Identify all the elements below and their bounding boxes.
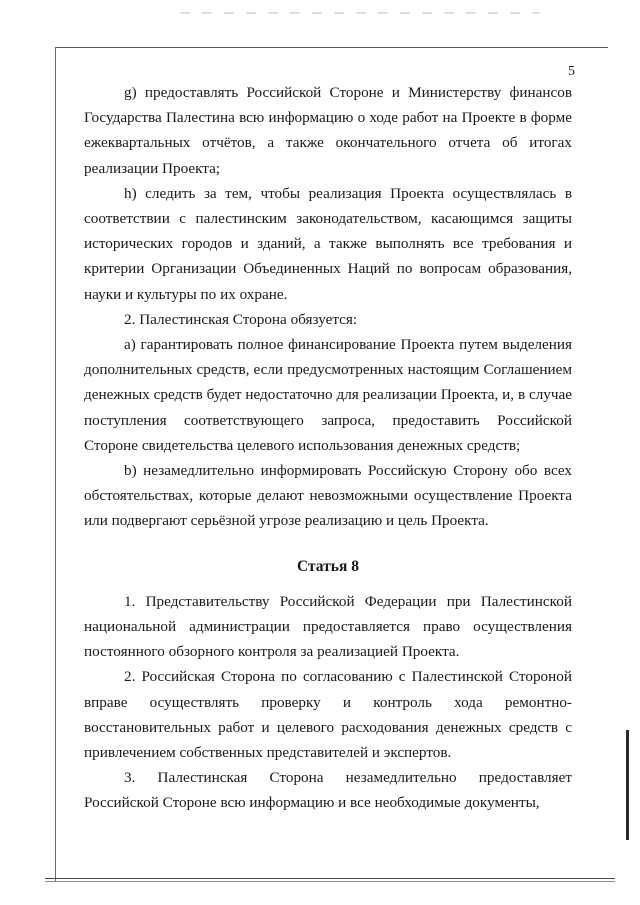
page-frame-bottom-line-secondary [45,881,615,882]
article-heading: Статья 8 [297,557,359,575]
article-paragraph-1: 1. Представительству Российской Федерации при Палестинской национальной администрации предоставляется право осуществления постоянного обзорного контроля за реализацией Проекта. [84,592,572,661]
page-frame-bottom-line [45,878,615,879]
page-frame-top-line [55,47,608,48]
paragraph-item-g: g) предоставлять Российской Стороне и Министерству финансов Государства Палестина всю информацию о ходе работ на Проекте в форме ежеквартальных отчётов, а также окончательного отчета об итогах реализации Проекта; [84,84,572,177]
page-number: 5 [568,64,575,79]
scan-edge-mark [626,730,629,840]
paragraph-item-a: a) гарантировать полное финансирование Проекта путем выделения дополнительных средств, если предусмотренных настоящим Соглашением денежных средств будет недостаточно для реализации Проекта, и, в случае поступления соответствующего запроса, предоставить Российской Стороне свидетельства целевого использования денежных средств; [84,336,572,454]
article-paragraph-3: 3. Палестинская Сторона незамедлительно предоставляет Российской Стороне всю информацию и все необходимые документы, [84,769,572,812]
paragraph-item-h: h) следить за тем, чтобы реализация Проекта осуществлялась в соответствии с палестинским законодательством, касающимся защиты исторических городов и зданий, а также выполнять все требования и критерии Организации Объединенных Наций по вопросам образования, науки и культуры по их охране. [84,184,572,303]
page-frame-left-line [55,47,56,881]
paragraph-clause-2: 2. Палестинская Сторона обязуется: [124,310,358,328]
article-paragraph-2: 2. Российская Сторона по согласованию с Палестинской Стороной вправе осуществлять проверку и контроль хода ремонтно-восстановительных работ и целевого расходования денежных средств с привлечением собственных представителей и экспертов. [84,668,572,762]
document-body [84,80,572,816]
scan-artifact-top [180,12,540,14]
paragraph-item-b: b) незамедлительно информировать Российскую Сторону обо всех обстоятельствах, которые делают невозможными осуществление Проекта или подвергают серьёзной угрозе реализацию и цель Проекта. [84,462,572,530]
